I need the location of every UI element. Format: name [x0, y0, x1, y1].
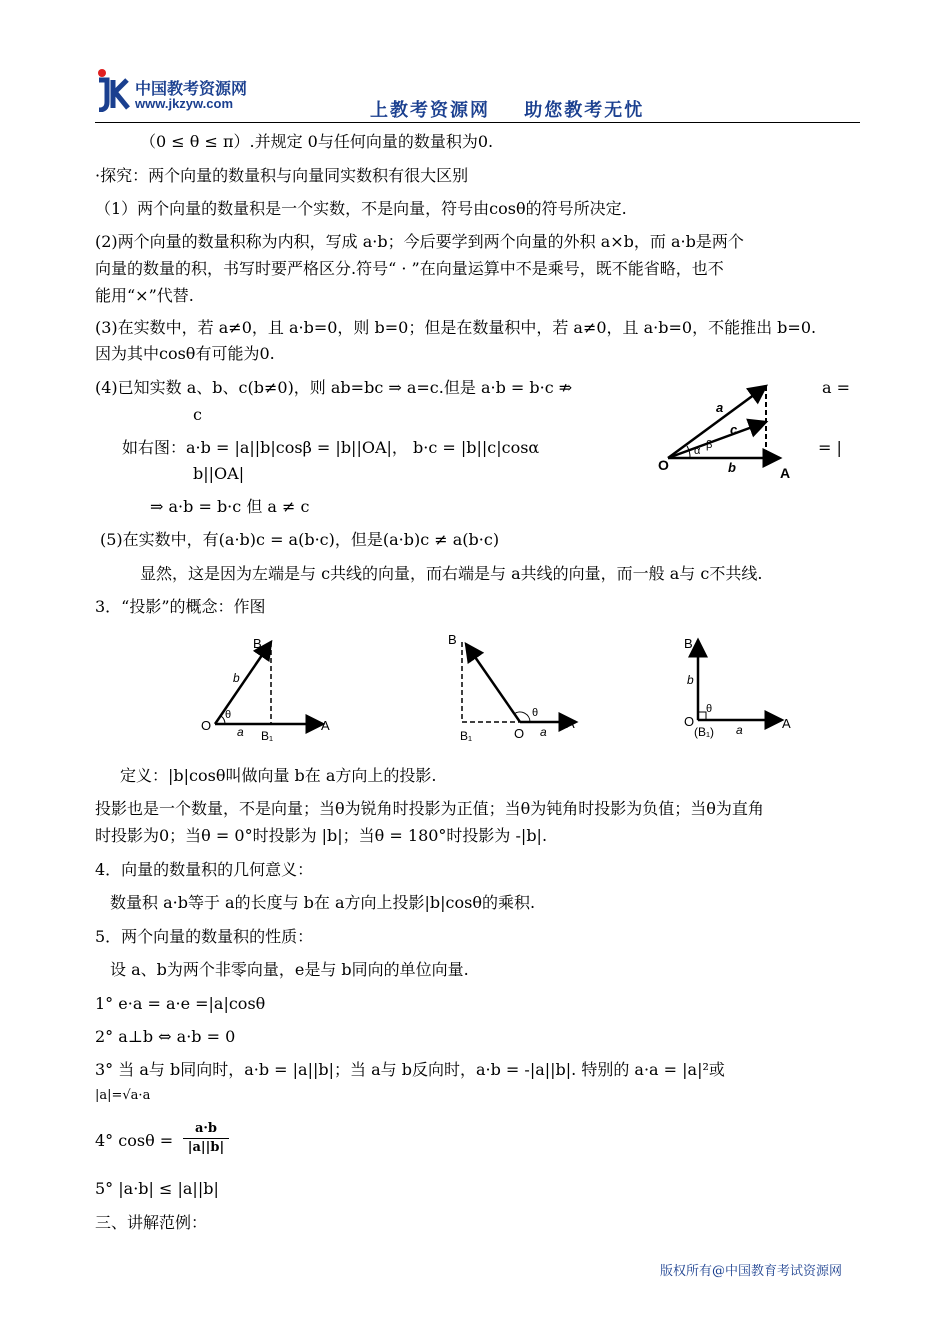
text-line: 三、讲解范例：	[95, 1213, 208, 1232]
label-A: A	[321, 718, 330, 733]
text-line: 因为其中cosθ有可能为0.	[95, 344, 275, 363]
fraction-denominator: |a||b|	[183, 1138, 229, 1157]
label-O: O	[201, 718, 212, 733]
label-c: c	[730, 422, 738, 437]
label-O: O	[514, 726, 525, 741]
text-line: 显然，这是因为左端是与 c共线的向量，而右端是与 a共线的向量，而一般 a与 c不共线.	[140, 564, 763, 583]
footer-copyright: 版权所有@中国教育考试资源网	[660, 1264, 843, 1279]
text-line: 设 a、b为两个非零向量，e是与 b同向的单位向量.	[110, 960, 469, 979]
text-line: （0 ≤ θ ≤ π）.并规定 0与任何向量的数量积为0.	[140, 132, 494, 151]
text-line: 如右图：a·b = |a||b|cosβ = |b||OA|， b·c = |b||c|cosα	[122, 438, 540, 457]
label-a: a	[540, 725, 547, 739]
text-line: ⇒ a·b = b·c 但 a ≠ c	[150, 497, 310, 516]
label-B1: B₁	[460, 729, 473, 743]
cos-fraction	[183, 1120, 229, 1157]
label-theta: θ	[706, 703, 713, 715]
text-line: 时投影为0；当θ = 0°时投影为 |b|；当θ = 180°时投影为 -|b|.	[95, 826, 548, 845]
text-line: = |	[818, 438, 842, 457]
logo-url: www.jkzyw.com	[135, 96, 234, 111]
label-A: A	[782, 716, 791, 731]
label-B1: (B₁)	[694, 725, 715, 739]
vector-c	[668, 422, 766, 458]
text-line: 4° cosθ =	[95, 1131, 174, 1150]
text-line: a =	[822, 378, 851, 397]
projection-figure-obtuse	[440, 628, 590, 746]
label-theta: θ	[532, 707, 539, 719]
slogan-left: 上教考资源网	[370, 100, 490, 121]
label-B: B	[253, 636, 262, 651]
text-line: 向量的数量的积，书写时要严格区分.符号“ · ”在向量运算中不是乘号，既不能省略，也不	[95, 259, 724, 278]
label-A: A	[780, 465, 791, 481]
label-theta: θ	[225, 709, 232, 721]
text-line: (3)在实数中，若 a≠0，且 a·b=0，则 b=0；但是在数量积中，若 a≠0，且 a·b=0，不能推出 b=0.	[95, 318, 817, 337]
label-b: b	[728, 460, 736, 475]
text-line: (2)两个向量的数量积称为内积，写成 a·b；今后要学到两个向量的外积 a×b，而 a·b是两个	[95, 232, 744, 251]
label-B: B	[684, 636, 693, 651]
header-rule	[95, 122, 860, 123]
header-slogan	[370, 96, 670, 122]
vector-a	[668, 386, 766, 458]
text-line: (4)已知实数 a、b、c(b≠0)，则 ab=bc ⇒ a=c.但是 a·b = b·c ⇏	[95, 378, 573, 397]
text-line: 3．“投影”的概念：作图	[95, 597, 266, 616]
label-b: b	[233, 671, 240, 685]
label-a: a	[237, 725, 244, 739]
label-B1: B₁	[261, 729, 274, 743]
label-a: a	[716, 400, 724, 415]
text-line: 数量积 a·b等于 a的长度与 b在 a方向上投影|b|cosθ的乘积.	[110, 893, 536, 912]
logo-title: 中国教考资源网	[135, 81, 248, 98]
label-alpha: α	[694, 445, 701, 457]
text-line: |a|=√a·a	[95, 1088, 151, 1103]
label-O: O	[684, 714, 695, 729]
projection-figure-right	[678, 632, 808, 744]
text-line: 能用“×”代替.	[95, 286, 194, 305]
text-line: 定义：|b|cosθ叫做向量 b在 a方向上的投影.	[120, 766, 437, 785]
label-a: a	[736, 723, 743, 737]
text-line: 5．两个向量的数量积的性质：	[95, 927, 314, 946]
label-B: B	[448, 632, 457, 647]
label-b: b	[687, 673, 694, 687]
dot-product-diagram	[650, 370, 820, 485]
text-line: 投影也是一个数量，不是向量；当θ为锐角时投影为正值；当θ为钝角时投影为负值；当θ为直角	[95, 799, 764, 818]
text-line: ·探究：两个向量的数量积与向量同实数积有很大区别	[95, 166, 469, 185]
slogan-right: 助您教考无忧	[524, 100, 645, 121]
text-line: 2° a⊥b ⇔ a·b = 0	[95, 1027, 236, 1046]
jk-logo-icon	[95, 68, 131, 112]
label-beta: β	[706, 439, 713, 451]
fraction-numerator: a·b	[194, 1121, 218, 1136]
text-line: b||OA|	[193, 464, 245, 483]
text-line: （1）两个向量的数量积是一个实数，不是向量，符号由cosθ的符号所决定.	[95, 199, 627, 218]
text-line: 4．向量的数量积的几何意义：	[95, 860, 314, 879]
label-A: A	[566, 716, 575, 731]
text-line: 1° e·a = a·e =|a|cosθ	[95, 994, 266, 1013]
text-line: c	[193, 405, 202, 424]
text-line: 5° |a·b| ≤ |a||b|	[95, 1179, 219, 1198]
text-line: (5)在实数中，有(a·b)c = a(b·c)，但是(a·b)c ≠ a(b·c)	[100, 530, 500, 549]
projection-figure-acute	[195, 630, 345, 745]
text-line: 3° 当 a与 b同向时，a·b = |a||b|；当 a与 b反向时，a·b = -|a||b|. 特别的 a·a = |a|²或	[95, 1060, 725, 1079]
label-O: O	[658, 457, 669, 473]
